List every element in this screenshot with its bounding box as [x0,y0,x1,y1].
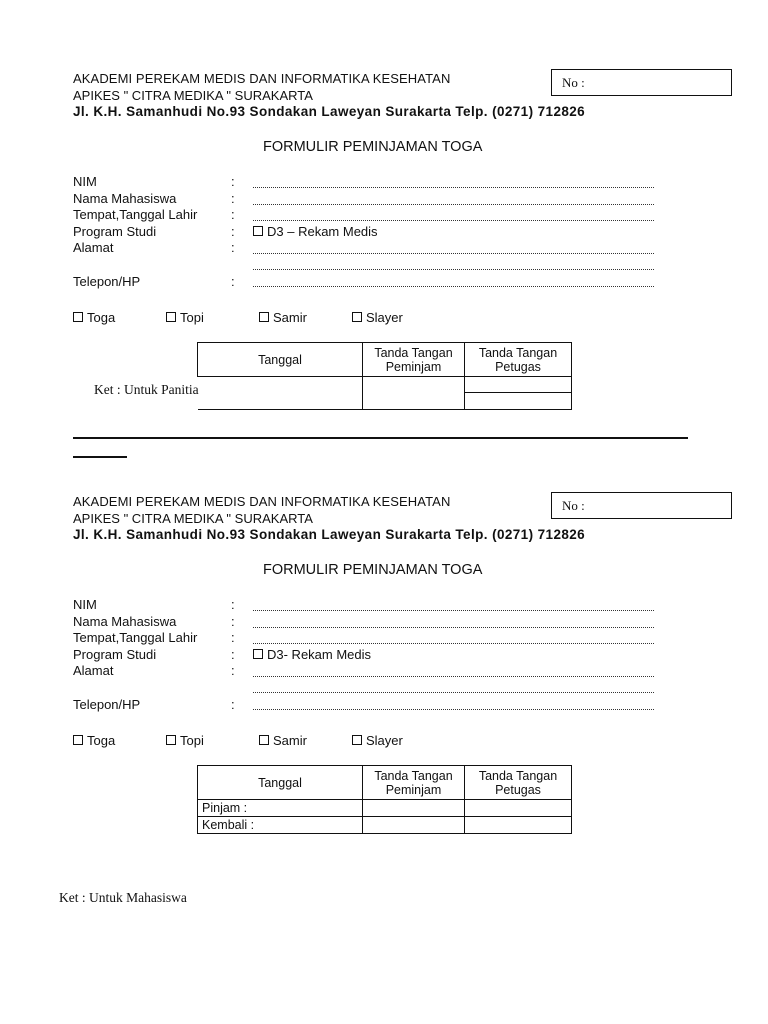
form-title: FORMULIR PEMINJAMAN TOGA [263,139,483,155]
pinjam-label: Pinjam : [198,800,363,817]
table-cell[interactable] [363,377,465,393]
table-cell[interactable] [465,393,572,410]
institution-subname: APIKES " CITRA MEDIKA " SURAKARTA [73,511,313,526]
prodi-label: Program Studi [73,647,157,662]
colon: : [231,191,235,206]
prodi-option[interactable] [253,647,371,662]
institution-subname: APIKES " CITRA MEDIKA " SURAKARTA [73,88,313,103]
telepon-label: Telepon/HP [73,697,141,712]
alamat-field[interactable] [253,243,654,254]
ttl-label: Tempat,Tanggal Lahir [73,207,198,222]
number-box[interactable] [551,69,732,96]
alamat-field[interactable] [253,666,654,677]
option-topi[interactable]: Topi [166,310,204,325]
ttd-peminjam-header: Tanda Tangan Peminjam [363,766,465,800]
checkbox-icon[interactable] [73,735,83,745]
colon: : [231,647,235,662]
table-cell[interactable] [198,377,363,393]
option-samir[interactable]: Samir [259,733,307,748]
nim-field[interactable] [253,600,654,611]
tanggal-header: Tanggal [198,766,363,800]
checkbox-icon[interactable] [352,312,362,322]
ttl-field[interactable] [253,633,654,644]
nim-field[interactable] [253,177,654,188]
institution-address: Jl. K.H. Samanhudi No.93 Sondakan Laweyan Surakarta Telp. (0271) 712826 [73,104,586,119]
number-box[interactable] [551,492,732,519]
option-toga[interactable]: Toga [73,733,115,748]
alamat-field-line2[interactable] [253,259,654,270]
colon: : [231,240,235,255]
nama-label: Nama Mahasiswa [73,614,177,629]
prodi-value: D3 – Rekam Medis [267,224,378,239]
colon: : [231,224,235,239]
ttl-field[interactable] [253,210,654,221]
checkbox-icon[interactable] [166,312,176,322]
institution-name: AKADEMI PEREKAM MEDIS DAN INFORMATIKA KESEHATAN [73,494,451,509]
institution-address: Jl. K.H. Samanhudi No.93 Sondakan Laweyan Surakarta Telp. (0271) 712826 [73,527,586,542]
checkbox-icon[interactable] [73,312,83,322]
alamat-label: Alamat [73,663,114,678]
tanggal-header: Tanggal [198,343,363,377]
nama-label: Nama Mahasiswa [73,191,177,206]
nim-label: NIM [73,597,97,612]
checkbox-icon[interactable] [166,735,176,745]
kembali-label: Kembali : [198,817,363,834]
checkbox-icon[interactable] [259,312,269,322]
ttd-petugas-header: Tanda Tangan Petugas [465,343,572,377]
checkbox-icon[interactable] [253,226,263,236]
nama-field[interactable] [253,194,654,205]
telepon-field[interactable] [253,276,654,287]
ttd-peminjam-header: Tanda Tangan Peminjam [363,343,465,377]
table-cell[interactable] [198,393,363,410]
table-cell[interactable] [363,393,465,410]
colon: : [231,174,235,189]
option-samir[interactable]: Samir [259,310,307,325]
table-cell[interactable] [465,817,572,834]
colon: : [231,597,235,612]
option-slayer[interactable]: Slayer [352,733,403,748]
number-label: No : [562,498,585,513]
telepon-field[interactable] [253,699,654,710]
checkbox-icon[interactable] [352,735,362,745]
checkbox-icon[interactable] [259,735,269,745]
alamat-field-line2[interactable] [253,682,654,693]
table-cell[interactable] [363,817,465,834]
ket-note: Ket : Untuk Mahasiswa [59,890,187,905]
colon: : [231,697,235,712]
nim-label: NIM [73,174,97,189]
table-cell[interactable] [363,800,465,817]
colon: : [231,207,235,222]
colon: : [231,274,235,289]
prodi-label: Program Studi [73,224,157,239]
colon: : [231,630,235,645]
signature-table [197,765,572,834]
signature-table [197,342,572,410]
ket-note: Ket : Untuk Panitia [94,382,203,398]
telepon-label: Telepon/HP [73,274,141,289]
option-toga[interactable]: Toga [73,310,115,325]
cut-line-tail [73,456,127,458]
number-label: No : [562,75,585,90]
checkbox-icon[interactable] [253,649,263,659]
cut-line [73,437,688,439]
institution-name: AKADEMI PEREKAM MEDIS DAN INFORMATIKA KESEHATAN [73,71,451,86]
alamat-label: Alamat [73,240,114,255]
option-slayer[interactable]: Slayer [352,310,403,325]
ttl-label: Tempat,Tanggal Lahir [73,630,198,645]
prodi-value: D3- Rekam Medis [267,647,372,662]
form-title: FORMULIR PEMINJAMAN TOGA [263,562,483,578]
table-cell[interactable] [465,377,572,393]
colon: : [231,663,235,678]
ttd-petugas-header: Tanda Tangan Petugas [465,766,572,800]
colon: : [231,614,235,629]
option-topi[interactable]: Topi [166,733,204,748]
table-cell[interactable] [465,800,572,817]
nama-field[interactable] [253,617,654,628]
prodi-option[interactable] [253,224,378,239]
